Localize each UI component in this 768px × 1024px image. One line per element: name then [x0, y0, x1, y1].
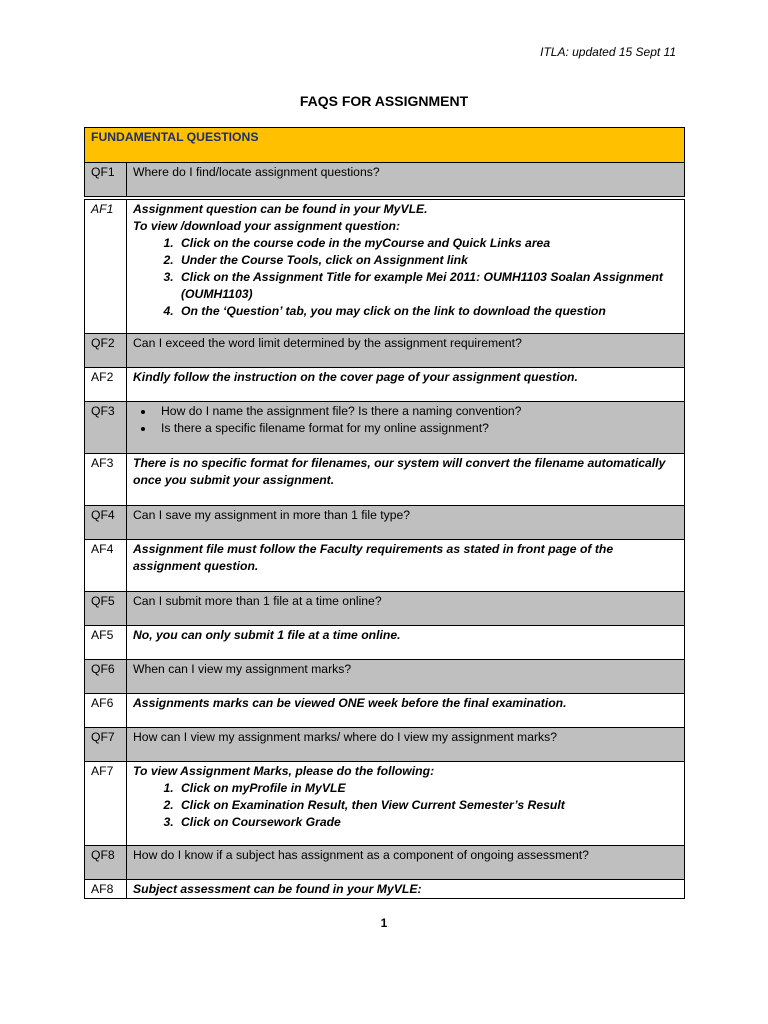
step-item: 2. Under the Course Tools, click on Assignment link — [177, 252, 678, 269]
step-item: 3. Click on Coursework Grade — [177, 814, 678, 831]
row-code: QF1 — [85, 163, 127, 197]
answer-text: No, you can only submit 1 file at a time online. — [127, 626, 685, 660]
bullet-list — [133, 403, 678, 437]
answer-line: Assignment question can be found in your MyVLE. — [133, 202, 428, 216]
answer-row-af2 — [85, 368, 685, 402]
row-code: QF3 — [85, 402, 127, 454]
answer-text: Subject assessment can be found in your MyVLE: — [127, 880, 685, 899]
question-text: Where do I find/locate assignment questions? — [127, 163, 685, 197]
page-number: 1 — [380, 916, 388, 930]
question-text: Can I save my assignment in more than 1 file type? — [127, 506, 685, 540]
answer-line: To view Assignment Marks, please do the following: — [133, 764, 435, 778]
step-item: 2. Click on Examination Result, then View Current Semester’s Result — [177, 797, 678, 814]
question-text: How do I know if a subject has assignment as a component of ongoing assessment? — [127, 846, 685, 880]
question-row-qf6 — [85, 660, 685, 694]
steps-list — [133, 780, 678, 831]
row-code: AF5 — [85, 626, 127, 660]
answer-row-af1 — [85, 200, 685, 334]
answer-text — [127, 200, 685, 334]
answer-row-af3 — [85, 454, 685, 506]
question-row-qf1 — [85, 163, 685, 197]
answer-row-af5 — [85, 626, 685, 660]
section-heading: FUNDAMENTAL QUESTIONS — [85, 128, 685, 163]
answer-text: Assignment file must follow the Faculty requirements as stated in front page of the assignment question. — [127, 540, 685, 592]
question-text: When can I view my assignment marks? — [127, 660, 685, 694]
document-title: FAQS FOR ASSIGNMENT — [299, 93, 469, 109]
row-code: QF5 — [85, 592, 127, 626]
question-text: Can I exceed the word limit determined by the assignment requirement? — [127, 334, 685, 368]
answer-text: Kindly follow the instruction on the cover page of your assignment question. — [127, 368, 685, 402]
row-code: QF6 — [85, 660, 127, 694]
row-code: QF4 — [85, 506, 127, 540]
section-row — [85, 128, 685, 163]
row-code: AF3 — [85, 454, 127, 506]
answer-line: To view /download your assignment question: — [133, 219, 401, 233]
row-code: QF8 — [85, 846, 127, 880]
step-item: 1. Click on myProfile in MyVLE — [177, 780, 678, 797]
question-row-qf2 — [85, 334, 685, 368]
answer-text: Assignments marks can be viewed ONE week before the final examination. — [127, 694, 685, 728]
answer-row-af6 — [85, 694, 685, 728]
step-item: 4. On the ‘Question’ tab, you may click on the link to download the question — [177, 303, 678, 320]
step-item: 3. Click on the Assignment Title for example Mei 2011: OUMH1103 Soalan Assignment (OUMH1103) — [177, 269, 678, 303]
bullet-item: • Is there a specific filename format for my online assignment? — [155, 420, 678, 437]
row-code: QF7 — [85, 728, 127, 762]
question-text — [127, 402, 685, 454]
answer-row-af8 — [85, 880, 685, 899]
row-code: AF7 — [85, 762, 127, 846]
bullet-item: • How do I name the assignment file? Is there a naming convention? — [155, 403, 678, 420]
row-code: AF2 — [85, 368, 127, 402]
step-item: 1. Click on the course code in the myCourse and Quick Links area — [177, 235, 678, 252]
header-note: ITLA: updated 15 Sept 11 — [540, 45, 676, 59]
steps-list — [133, 235, 678, 320]
row-code: AF6 — [85, 694, 127, 728]
row-code: QF2 — [85, 334, 127, 368]
question-row-qf3 — [85, 402, 685, 454]
question-text: Can I submit more than 1 file at a time online? — [127, 592, 685, 626]
answer-row-af4 — [85, 540, 685, 592]
answer-row-af7 — [85, 762, 685, 846]
answer-text — [127, 762, 685, 846]
row-code: AF1 — [85, 200, 127, 334]
faq-table — [84, 127, 685, 899]
question-row-qf7 — [85, 728, 685, 762]
question-row-qf8 — [85, 846, 685, 880]
question-text: How can I view my assignment marks/ where do I view my assignment marks? — [127, 728, 685, 762]
answer-text: There is no specific format for filenames, our system will convert the filename automatically once you submit your assignment. — [127, 454, 685, 506]
question-row-qf4 — [85, 506, 685, 540]
question-row-qf5 — [85, 592, 685, 626]
row-code: AF4 — [85, 540, 127, 592]
row-code: AF8 — [85, 880, 127, 899]
